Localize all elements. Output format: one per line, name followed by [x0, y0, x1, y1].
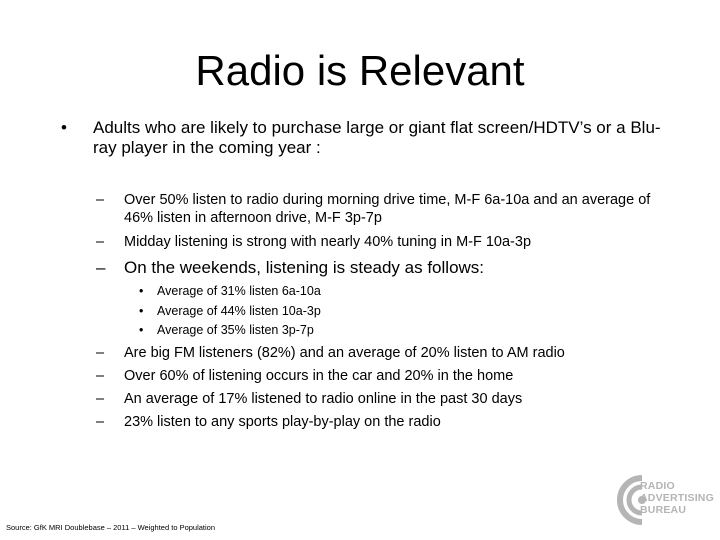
sub-item-text: Over 60% of listening occurs in the car and 20% in the home: [124, 368, 514, 384]
weekend-item-text: Average of 44% listen 10a-3p: [157, 304, 321, 318]
sub-item-text: 23% listen to any sports play-by-play on the radio: [124, 414, 441, 430]
bullet-marker: •: [139, 304, 144, 318]
sub-item-text: Are big FM listeners (82%) and an average of 20% listen to AM radio: [124, 345, 565, 361]
dash-marker: –: [96, 234, 105, 250]
sub-item-online-listening: [96, 391, 664, 409]
weekend-item-3p-7p: [139, 323, 557, 338]
bullet-marker: •: [139, 323, 144, 337]
bullet-marker: •: [139, 284, 144, 298]
dash-marker: –: [96, 345, 105, 361]
main-bullet: [61, 118, 673, 158]
dash-marker: –: [96, 258, 106, 277]
sub-item-midday: [96, 234, 664, 252]
sub-item-text: On the weekends, listening is steady as follows:: [124, 258, 485, 277]
logo-wordmark: [640, 480, 714, 516]
main-bullet-text: Adults who are likely to purchase large or giant flat screen/HDTV’s or a Blu-ray player in the coming year :: [93, 118, 661, 157]
logo-line-radio: RADIO: [640, 480, 675, 492]
sub-item-morning-drive: [96, 192, 664, 227]
sub-item-car-listening: [96, 368, 664, 386]
sub-item-sports: [96, 414, 664, 432]
dash-marker: –: [96, 368, 105, 384]
dash-marker: –: [96, 414, 105, 430]
sub-item-text: Midday listening is strong with nearly 40% tuning in M-F 10a-3p: [124, 234, 532, 250]
sub-item-weekends: [96, 258, 664, 278]
sub-item-text: Over 50% listen to radio during morning drive time, M-F 6a-10a and an average of 46% listen in afternoon drive, M-F 3p-7p: [124, 192, 651, 226]
weekend-item-text: Average of 35% listen 3p-7p: [157, 323, 314, 337]
source-citation: Source: GfK MRI Doublebase – 2011 – Weighted to Population: [6, 523, 216, 532]
logo-line-advertising: ADVERTISING: [640, 492, 714, 504]
dash-marker: –: [96, 391, 105, 407]
weekend-item-6a-10a: [139, 284, 557, 299]
sub-item-text: An average of 17% listened to radio online in the past 30 days: [124, 391, 523, 407]
rab-logo: [608, 468, 718, 532]
bullet-marker: •: [61, 118, 67, 137]
slide-title: Radio is Relevant: [195, 47, 525, 94]
dash-marker: –: [96, 192, 105, 208]
weekend-item-text: Average of 31% listen 6a-10a: [157, 284, 321, 298]
weekend-item-10a-3p: [139, 304, 557, 319]
logo-line-bureau: BUREAU: [640, 504, 687, 516]
sub-item-fm-listeners: [96, 345, 664, 363]
